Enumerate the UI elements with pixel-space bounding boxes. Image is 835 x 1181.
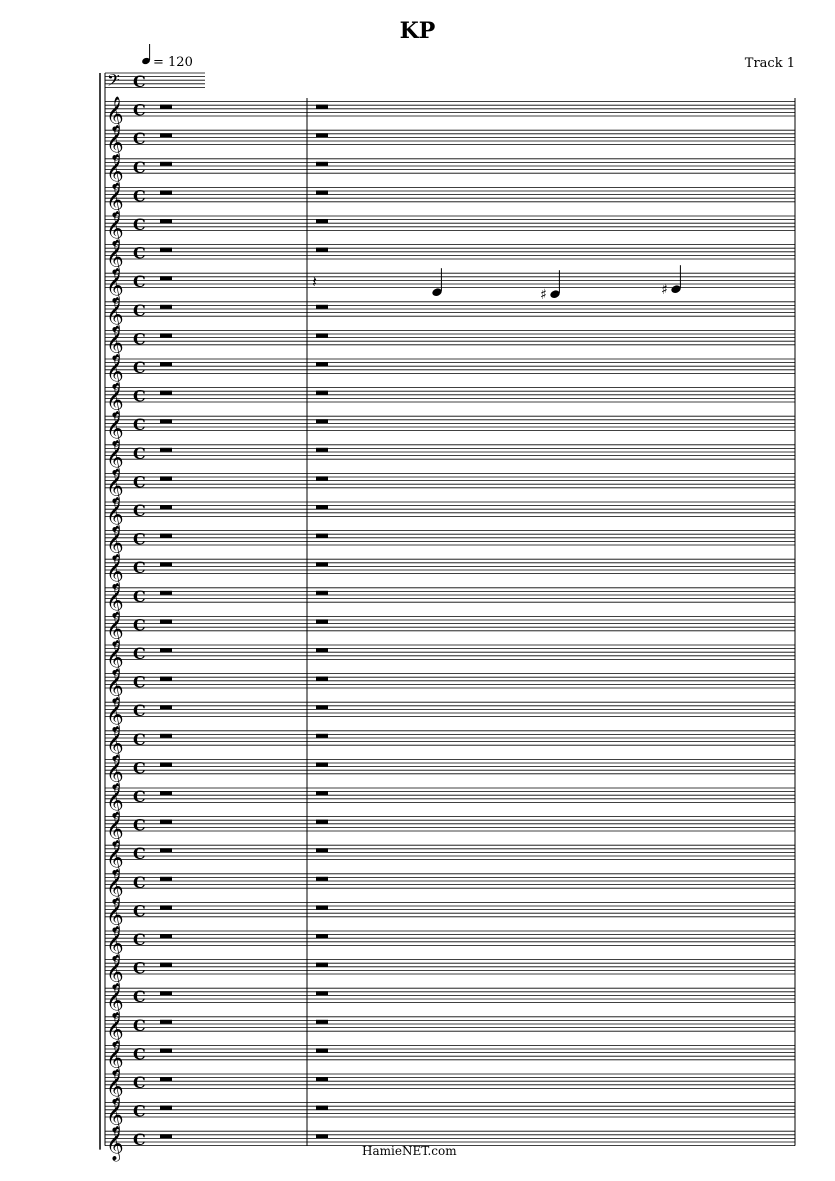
whole-rest <box>316 248 328 252</box>
whole-rest <box>316 820 328 824</box>
whole-rest <box>316 391 328 395</box>
whole-rest <box>160 848 172 852</box>
whole-rest <box>316 677 328 681</box>
time-signature: C <box>133 1044 146 1064</box>
treble-clef: 𝄞 <box>106 868 124 904</box>
whole-rest <box>316 1048 328 1052</box>
time-signature: C <box>133 72 146 91</box>
time-signature: C <box>133 930 146 949</box>
whole-rest <box>316 848 328 852</box>
time-signature: C <box>133 1130 146 1150</box>
time-signature: C <box>133 615 146 635</box>
time-signature: C <box>133 329 146 349</box>
time-signature: C <box>133 701 146 721</box>
whole-rest <box>160 305 172 309</box>
whole-rest <box>316 991 328 995</box>
time-signature: C <box>133 558 146 578</box>
time-signature: C <box>133 215 146 234</box>
whole-rest <box>160 391 172 395</box>
treble-clef: 𝄞 <box>106 468 124 504</box>
whole-rest <box>160 934 172 938</box>
treble-clef: 𝄞 <box>106 1097 124 1133</box>
time-signature: C <box>133 644 146 663</box>
time-signature: C <box>133 157 146 177</box>
treble-clef: 𝄞 <box>106 840 124 876</box>
treble-clef: 𝄞 <box>106 783 124 818</box>
time-signature: C <box>133 844 146 864</box>
treble-clef: 𝄞 <box>106 725 124 761</box>
whole-rest <box>316 963 328 967</box>
time-signature: C <box>133 987 146 1007</box>
time-signature: C <box>133 901 146 921</box>
time-signature: C <box>133 872 146 892</box>
whole-rest <box>160 619 172 623</box>
treble-clef: 𝄞 <box>106 668 124 704</box>
whole-rest <box>160 105 172 109</box>
treble-clef: 𝄞 <box>106 697 124 733</box>
treble-clef: 𝄞 <box>106 497 124 532</box>
time-signature: C <box>133 672 146 692</box>
time-signature: C <box>133 787 146 806</box>
whole-rest <box>160 820 172 824</box>
whole-rest <box>316 190 328 194</box>
whole-rest <box>160 1048 172 1052</box>
whole-rest <box>160 219 172 223</box>
treble-clef: 𝄞 <box>106 182 124 218</box>
whole-rest <box>316 734 328 738</box>
treble-clef: 𝄞 <box>106 897 124 933</box>
time-signature: C <box>133 386 146 406</box>
whole-rest <box>316 133 328 137</box>
whole-rest <box>316 648 328 652</box>
whole-rest <box>316 591 328 595</box>
whole-rest <box>316 333 328 337</box>
time-signature: C <box>133 358 146 377</box>
treble-clef: 𝄞 <box>106 611 124 647</box>
whole-rest <box>316 505 328 509</box>
whole-rest <box>316 305 328 309</box>
time-signature: C <box>133 729 146 749</box>
treble-clef: 𝄞 <box>106 268 124 304</box>
whole-rest <box>316 905 328 909</box>
whole-rest <box>160 762 172 766</box>
treble-clef: 𝄞 <box>106 153 124 189</box>
whole-rest <box>316 105 328 109</box>
time-signature: C <box>133 1073 146 1092</box>
time-signature: C <box>133 1101 146 1121</box>
whole-rest <box>160 1134 172 1138</box>
whole-rest <box>316 619 328 623</box>
whole-rest <box>160 419 172 423</box>
treble-clef: 𝄞 <box>106 983 124 1019</box>
time-signature: C <box>133 472 146 492</box>
whole-rest <box>316 877 328 881</box>
whole-rest <box>160 505 172 509</box>
whole-rest <box>316 1077 328 1081</box>
whole-rest <box>160 705 172 709</box>
treble-clef: 𝄞 <box>106 125 124 161</box>
sharp-accidental: ♯ <box>661 282 668 299</box>
whole-rest <box>316 419 328 423</box>
whole-rest <box>316 362 328 366</box>
whole-rest <box>160 963 172 967</box>
time-signature: C <box>133 815 146 835</box>
treble-clef: 𝄞 <box>106 439 124 475</box>
treble-clef: 𝄞 <box>106 1011 124 1047</box>
whole-rest <box>316 162 328 166</box>
whole-rest <box>160 362 172 366</box>
footer-credit: HamieNET.com <box>362 1144 457 1158</box>
whole-rest <box>160 162 172 166</box>
whole-rest <box>160 734 172 738</box>
whole-rest <box>316 1106 328 1110</box>
time-signature: C <box>133 1015 146 1035</box>
time-signature: C <box>133 586 146 606</box>
time-signature: C <box>133 186 146 206</box>
whole-rest <box>160 333 172 337</box>
track-label: Track 1 <box>744 56 795 71</box>
whole-rest <box>160 1020 172 1024</box>
treble-clef: 𝄞 <box>106 1126 124 1162</box>
time-signature: C <box>133 272 146 292</box>
whole-rest <box>160 877 172 881</box>
whole-rest <box>160 791 172 795</box>
time-signature: C <box>133 100 146 120</box>
whole-rest <box>316 1134 328 1138</box>
treble-clef: 𝄞 <box>106 382 124 418</box>
whole-rest <box>316 448 328 452</box>
time-signature: C <box>133 415 146 435</box>
whole-rest <box>160 476 172 480</box>
treble-clef: 𝄞 <box>106 211 124 246</box>
treble-clef: 𝄞 <box>106 582 124 618</box>
treble-clef: 𝄞 <box>106 296 124 332</box>
whole-rest <box>316 791 328 795</box>
whole-rest <box>316 476 328 480</box>
time-signature: C <box>133 243 146 263</box>
whole-rest <box>160 1106 172 1110</box>
whole-rest <box>160 905 172 909</box>
whole-rest <box>160 190 172 194</box>
treble-clef: 𝄞 <box>106 640 124 675</box>
time-signature: C <box>133 758 146 778</box>
treble-clef: 𝄞 <box>106 411 124 447</box>
treble-clef: 𝄞 <box>106 525 124 561</box>
treble-clef: 𝄞 <box>106 554 124 590</box>
treble-clef: 𝄞 <box>106 954 124 990</box>
whole-rest <box>160 591 172 595</box>
treble-clef: 𝄞 <box>106 96 124 132</box>
whole-rest <box>316 562 328 566</box>
treble-clef: 𝄞 <box>106 354 124 389</box>
treble-clef: 𝄞 <box>106 754 124 790</box>
whole-rest <box>316 1020 328 1024</box>
whole-rest <box>316 219 328 223</box>
treble-clef: 𝄞 <box>106 325 124 361</box>
quarter-rest: 𝄽 <box>312 272 317 292</box>
whole-rest <box>160 677 172 681</box>
time-signature: C <box>133 443 146 463</box>
treble-clef: 𝄞 <box>106 926 124 961</box>
time-signature: C <box>133 501 146 520</box>
whole-rest <box>316 934 328 938</box>
bass-clef: 𝄢 <box>107 70 120 94</box>
treble-clef: 𝄞 <box>106 239 124 275</box>
treble-clef: 𝄞 <box>106 811 124 847</box>
time-signature: C <box>133 529 146 549</box>
tempo-value: = 120 <box>153 55 193 70</box>
sharp-accidental: ♯ <box>540 287 547 304</box>
whole-rest <box>160 133 172 137</box>
whole-rest <box>160 648 172 652</box>
score-title: KP <box>399 18 436 44</box>
whole-rest <box>316 534 328 538</box>
whole-rest <box>160 1077 172 1081</box>
treble-clef: 𝄞 <box>106 1040 124 1076</box>
whole-rest <box>160 276 172 280</box>
whole-rest <box>316 762 328 766</box>
whole-rest <box>160 991 172 995</box>
treble-clef: 𝄞 <box>106 1069 124 1104</box>
whole-rest <box>160 248 172 252</box>
whole-rest <box>316 705 328 709</box>
whole-rest <box>160 534 172 538</box>
time-signature: C <box>133 300 146 320</box>
time-signature: C <box>133 958 146 978</box>
whole-rest <box>160 562 172 566</box>
whole-rest <box>160 448 172 452</box>
time-signature: C <box>133 129 146 149</box>
